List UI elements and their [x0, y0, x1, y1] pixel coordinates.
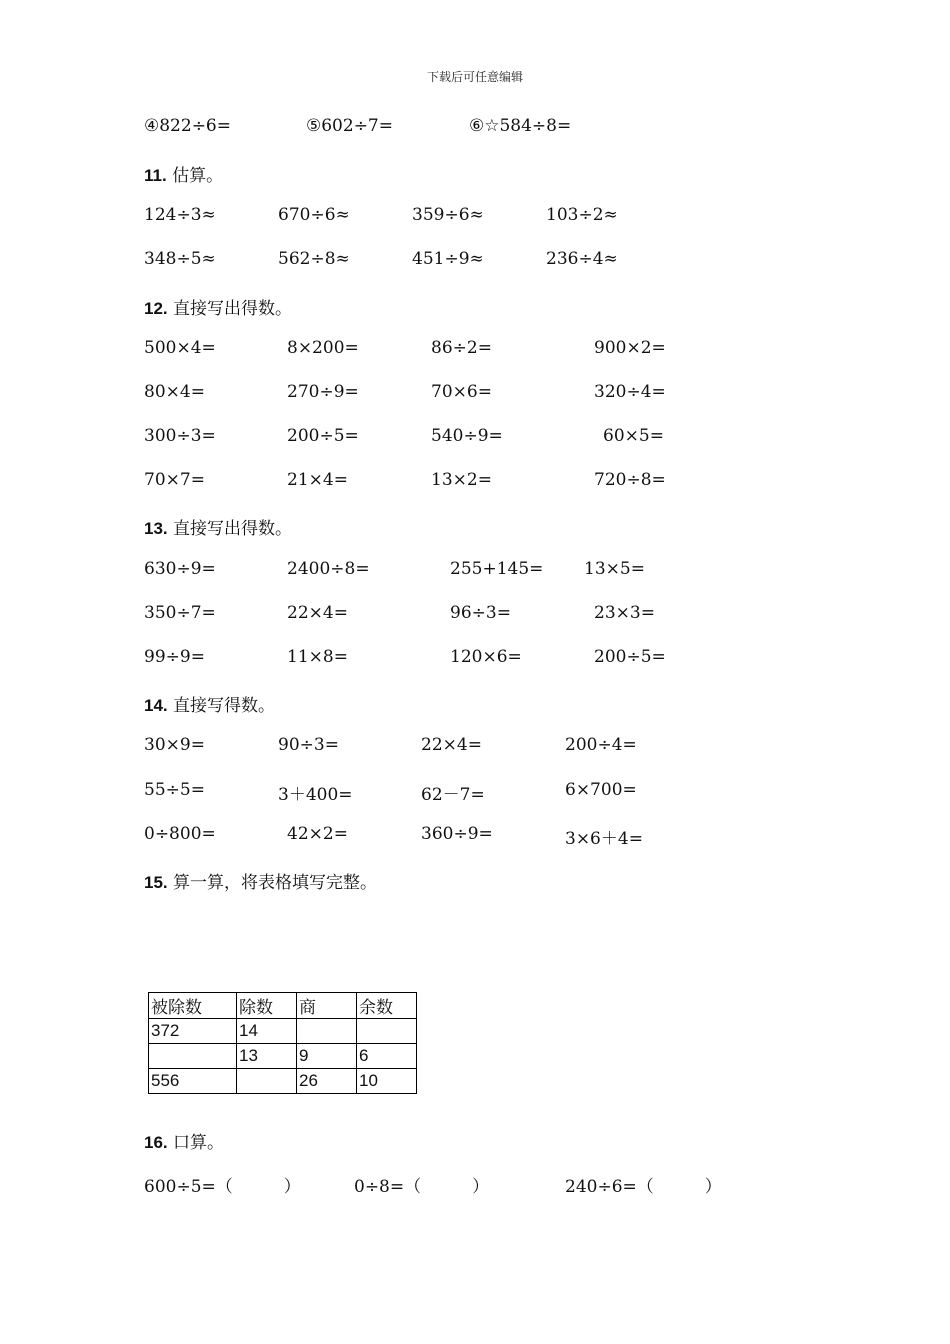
q15-heading	[144, 868, 377, 893]
q11-item: 103÷2≈	[546, 205, 618, 225]
table-cell: 556	[149, 1069, 237, 1094]
q11-item: 124÷3≈	[144, 205, 216, 225]
q13-item: 96÷3=	[450, 603, 511, 623]
table-row	[149, 1044, 417, 1069]
q11-item: 348÷5≈	[144, 249, 216, 269]
q14-item: 30×9=	[144, 735, 205, 755]
q11-item: 359÷6≈	[412, 205, 484, 225]
table-cell: 13	[237, 1044, 297, 1069]
table-cell	[149, 1044, 237, 1069]
q11-item: 451÷9≈	[412, 249, 484, 269]
q16-row	[0, 1172, 950, 1196]
table-cell: 14	[237, 1019, 297, 1044]
q10-item-6: ⑥☆584÷8=	[469, 116, 572, 136]
q12-item: 60×5=	[603, 426, 664, 446]
q12-item: 70×6=	[431, 382, 492, 402]
table-cell: 6	[357, 1044, 417, 1069]
division-table	[148, 992, 417, 1094]
q13-item: 255+145=	[450, 559, 544, 579]
table-cell	[297, 1019, 357, 1044]
q14-row	[0, 735, 950, 759]
q13-title: 直接写出得数。	[173, 519, 293, 539]
q12-item: 320÷4=	[594, 382, 666, 402]
q14-item: 3×6＋4=	[565, 829, 643, 849]
q11-heading	[144, 161, 223, 186]
q13-item: 630÷9=	[144, 559, 216, 579]
q12-item: 13×2=	[431, 470, 492, 490]
q14-item: 200÷4=	[565, 735, 637, 755]
q14-item: 3＋400=	[278, 785, 353, 805]
q11-item: 562÷8≈	[278, 249, 350, 269]
q10-item-4: ④822÷6=	[144, 116, 231, 136]
q16-heading	[144, 1128, 224, 1153]
header-dividend: 被除数	[149, 993, 237, 1019]
q13-item: 23×3=	[594, 603, 655, 623]
q12-item: 86÷2=	[431, 338, 492, 358]
table-row	[149, 1019, 417, 1044]
q13-item: 200÷5=	[594, 647, 666, 667]
q14-row	[0, 780, 950, 804]
q14-title: 直接写得数。	[173, 696, 276, 716]
q14-item: 90÷3=	[278, 735, 339, 755]
q11-number: 11.	[144, 166, 167, 185]
q13-row	[0, 603, 950, 627]
q13-item: 2400÷8=	[287, 559, 370, 579]
q12-item: 500×4=	[144, 338, 216, 358]
page-header: 下载后可任意编辑	[426, 70, 523, 84]
table-cell	[357, 1019, 417, 1044]
q14-item: 0÷800=	[144, 824, 216, 844]
q15-title: 算一算，将表格填写完整。	[173, 873, 378, 893]
q14-item: 42×2=	[287, 824, 348, 844]
q12-item: 900×2=	[594, 338, 666, 358]
table-cell: 26	[297, 1069, 357, 1094]
header-remainder: 余数	[357, 993, 417, 1019]
q11-item: 670÷6≈	[278, 205, 350, 225]
q11-row	[0, 205, 950, 229]
q12-title: 直接写出得数。	[173, 299, 293, 319]
header-quotient: 商	[297, 993, 357, 1019]
table-cell: 10	[357, 1069, 417, 1094]
q12-item: 21×4=	[287, 470, 348, 490]
q14-item: 22×4=	[421, 735, 482, 755]
q13-item: 13×5=	[584, 559, 645, 579]
q12-row	[0, 338, 950, 362]
table-cell: 372	[149, 1019, 237, 1044]
q12-row	[0, 382, 950, 406]
q11-item: 236÷4≈	[546, 249, 618, 269]
q14-item: 6×700=	[565, 780, 637, 800]
q14-item: 55÷5=	[144, 780, 205, 800]
header-divisor: 除数	[237, 993, 297, 1019]
q13-row	[0, 647, 950, 671]
q14-row	[0, 824, 950, 848]
q12-row	[0, 470, 950, 494]
q16-item: 240÷6=（ ）	[565, 1177, 722, 1197]
q12-item: 270÷9=	[287, 382, 359, 402]
q16-item: 0÷8=（ ）	[354, 1177, 490, 1197]
q14-item: 360÷9=	[421, 824, 493, 844]
q12-item: 8×200=	[287, 338, 359, 358]
q13-item: 11×8=	[287, 647, 348, 667]
table-cell	[237, 1069, 297, 1094]
q13-item: 350÷7=	[144, 603, 216, 623]
q14-heading	[144, 691, 275, 716]
q13-item: 120×6=	[450, 647, 522, 667]
q12-heading	[144, 294, 292, 319]
q10-row	[0, 116, 950, 140]
table-cell: 9	[297, 1044, 357, 1069]
q12-item: 300÷3=	[144, 426, 216, 446]
q14-number: 14.	[144, 696, 168, 715]
q16-title: 口算。	[173, 1133, 225, 1153]
q16-number: 16.	[144, 1133, 168, 1152]
q13-number: 13.	[144, 519, 168, 538]
q12-item: 200÷5=	[287, 426, 359, 446]
q11-title: 估算。	[172, 166, 224, 186]
q12-number: 12.	[144, 299, 168, 318]
q12-item: 540÷9=	[431, 426, 503, 446]
q12-item: 720÷8=	[594, 470, 666, 490]
q13-heading	[144, 514, 292, 539]
q10-item-5: ⑤602÷7=	[306, 116, 393, 136]
table-header-row	[149, 993, 417, 1019]
table-row	[149, 1069, 417, 1094]
q12-row	[0, 426, 950, 450]
q13-item: 99÷9=	[144, 647, 205, 667]
q14-item: 62－7=	[421, 785, 485, 805]
q13-item: 22×4=	[287, 603, 348, 623]
q16-item: 600÷5=（ ）	[144, 1177, 301, 1197]
q12-item: 70×7=	[144, 470, 205, 490]
q12-item: 80×4=	[144, 382, 205, 402]
q13-row	[0, 559, 950, 583]
q11-row	[0, 249, 950, 273]
q15-number: 15.	[144, 873, 168, 892]
